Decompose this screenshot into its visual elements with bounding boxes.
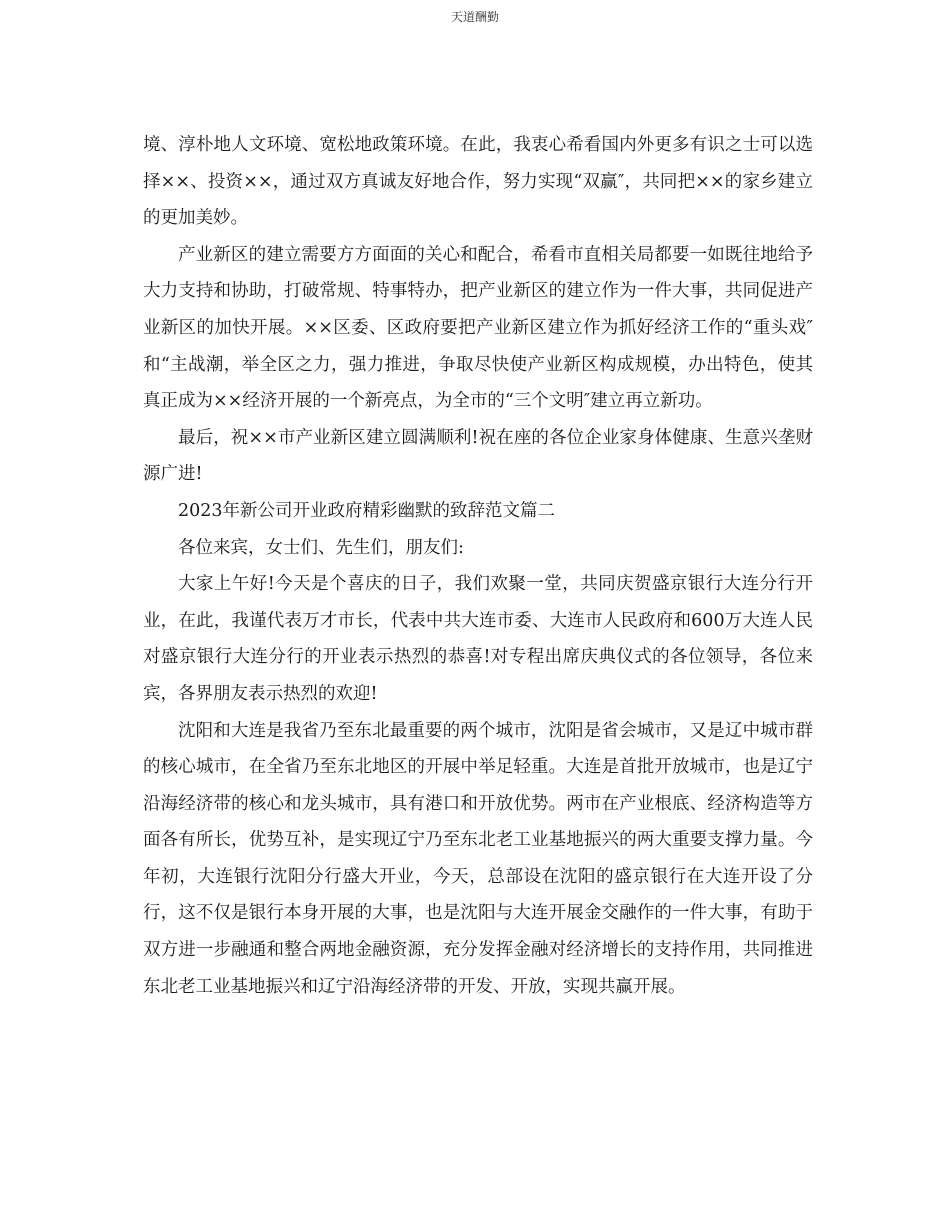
paragraph-continuation: 境、淳朴地人文环境、宽松地政策环境。在此，我衷心希看国内外更多有识之士可以选择××、投资××，通过双方真诚友好地合作，努力实现“双赢″，共同把××的家乡建立的更加美妙。 [143,135,813,229]
document-body [143,127,813,1005]
page-header: 天道酬勤 [450,10,499,24]
paragraph-industrial-zone: 产业新区的建立需要方方面面的关心和配合，希看市直相关局都要一如既往地给予大力支持和协助，打破常规、特事特办，把产业新区的建立作为一件大事，共同促进产业新区的加快开展。××区委、区政府要把产业新区建立作为抓好经济工作的“重头戏″和“主战潮，举全区之力，强力推进，争取尽快使产业新区构成规模，办出特色，使其真正成为××经济开展的一个新亮点，为全市的“三个文明″建立再立新功。 [143,244,813,412]
paragraph-cities: 沈阳和大连是我省乃至东北最重要的两个城市，沈阳是省会城市，又是辽中城市群的核心城市，在全省乃至东北地区的开展中举足轻重。大连是首批开放城市，也是辽宁沿海经济带的核心和龙头城市，具有港口和开放优势。两市在产业根底、经济构造等方面各有所长，优势互补，是实现辽宁乃至东北老工业基地振兴的两大重要支撑力量。今年初，大连银行沈阳分行盛大开业，今天，总部设在沈阳的盛京银行在大连开设了分行，这不仅是银行本身开展的大事，也是沈阳与大连开展金交融作的一件大事，有助于双方进一步融通和整合两地金融资源，充分发挥金融对经济增长的支持作用，共同推进东北老工业基地振兴和辽宁沿海经济带的开发、开放，实现共赢开展。 [143,720,813,997]
section-title: 2023年新公司开业政府精彩幽默的致辞范文篇二 [178,500,556,521]
paragraph-salutation: 各位来宾，女士们、先生们，朋友们: [178,537,464,558]
paragraph-closing-wishes: 最后，祝××市产业新区建立圆满顺利!祝在座的各位企业家身体健康、生意兴垄财源广进! [143,427,813,485]
paragraph-greeting: 大家上午好!今天是个喜庆的日子，我们欢聚一堂，共同庆贺盛京银行大连分行开业，在此，我谨代表万才市长，代表中共大连市委、大连市人民政府和600万大连人民对盛京银行大连分行的开业表示热烈的恭喜!对专程出席庆典仪式的各位领导，各位来宾，各界朋友表示热烈的欢迎! [143,574,813,704]
